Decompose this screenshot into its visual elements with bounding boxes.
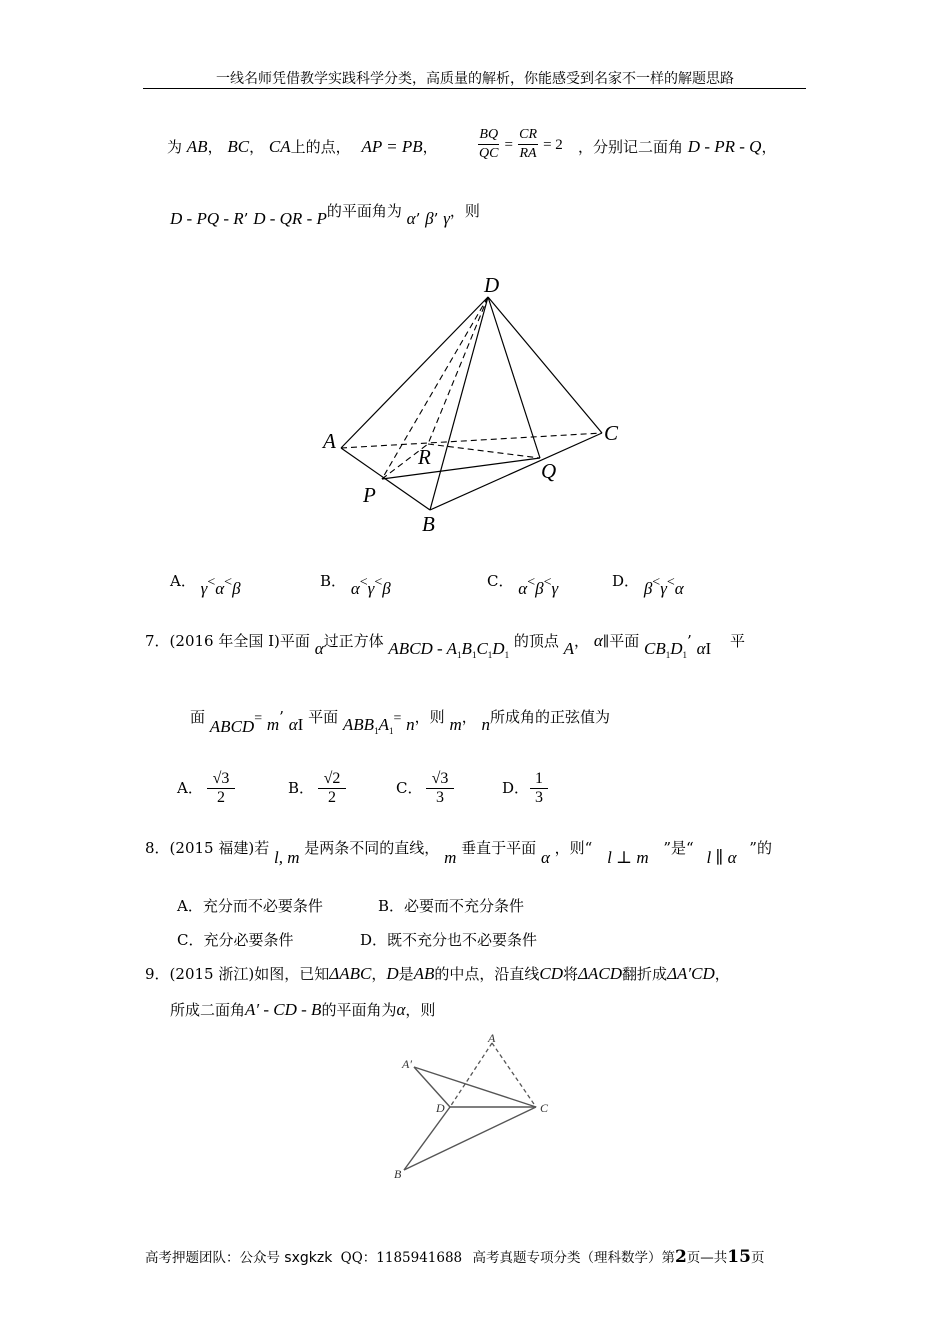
- q6-text: ’: [415, 210, 421, 228]
- q6-eq-ap-pb: AP = PB: [361, 137, 423, 156]
- edge-bc: [404, 1107, 536, 1170]
- footer-page-number: 2: [674, 1247, 687, 1267]
- label-c: C: [604, 421, 619, 445]
- q6-text: ，: [761, 138, 777, 156]
- q6-seg-bc: BC: [227, 137, 250, 156]
- edge-db: [430, 297, 488, 510]
- q6-seg-ca: CA: [268, 137, 291, 156]
- q9-fold-figure: [390, 1030, 570, 1190]
- q6-option-d[interactable]: D． β<γ<α: [612, 572, 684, 598]
- q6-text: ’: [243, 210, 249, 228]
- label-r: R: [418, 445, 431, 469]
- q6-line1: [167, 136, 438, 157]
- edge-dp-hidden: [382, 297, 488, 479]
- q7-option-b-value: √2 2: [318, 770, 346, 807]
- q6-text: 的平面角为: [326, 202, 402, 220]
- q6-seg-ab: AB: [186, 137, 208, 156]
- q6-text: ，: [249, 138, 265, 156]
- q7-option-a[interactable]: A．: [177, 779, 203, 797]
- q8-option-b[interactable]: B．必要而不充分条件: [378, 897, 525, 915]
- q7-option-d[interactable]: D．: [502, 779, 530, 797]
- header-rule: [143, 88, 806, 89]
- page-header: 一线名师凭借教学实践科学分类，高质量的解析，你能感受到名家不一样的解题思路: [216, 71, 734, 87]
- q7-option-c-value: √3 3: [426, 770, 454, 807]
- label-b: B: [422, 512, 435, 536]
- edge-ad-dashed: [450, 1043, 492, 1107]
- label-a: A: [488, 1031, 496, 1045]
- q6-option-b[interactable]: B． α<γ<β: [320, 572, 391, 598]
- q6-text: ，则: [449, 202, 480, 220]
- label-d: D: [436, 1101, 445, 1115]
- edge-ac-hidden: [341, 433, 602, 448]
- q7-line2: 面 ABCD= m’ αI 平面 $ABB_1A_1= n$，则 m， n所成角的正弦值为: [190, 708, 611, 736]
- q8-option-a[interactable]: A．充分而不必要条件: [177, 897, 323, 915]
- q8-line1: 8．(2015 福建)若 l, m 是两条不同的直线， m 垂直于平面 α ，则“ l ⊥ m ”是“ l ∥ α ”的: [145, 839, 772, 867]
- q6-angle2: D - PQ - R: [170, 209, 244, 228]
- q8-option-c[interactable]: C．充分必要条件: [177, 931, 294, 949]
- label-a: A: [323, 429, 336, 453]
- q6-line2: [170, 202, 480, 229]
- edge-db: [404, 1107, 450, 1170]
- q6-text: 为: [167, 138, 183, 156]
- q6-text: ’: [433, 210, 439, 228]
- q6-eq-sign: =: [504, 137, 514, 153]
- q6-alpha: α: [406, 209, 416, 228]
- q7-option-c[interactable]: C．: [396, 779, 423, 797]
- edge-da: [341, 297, 488, 448]
- label-d: D: [484, 273, 500, 297]
- edge-dr-hidden: [428, 297, 488, 444]
- page-footer: 高考押题团队：公众号 sxgkzk QQ：1185941688 高考真题专项分类（理科数学）第2页—共15页: [145, 1247, 765, 1267]
- q6-angle3: D - QR - P: [253, 209, 327, 228]
- footer-account: sxgkzk: [284, 1250, 333, 1266]
- q6-text: ，分别记二面角: [578, 138, 684, 156]
- edge-dq: [488, 297, 540, 458]
- q9-line1: 9．(2015 浙江)如图，已知ΔABC，D是AB的中点，沿直线CD将ΔACD翻折成ΔA′CD，: [145, 964, 730, 983]
- label-b: B: [394, 1167, 402, 1181]
- q7-option-d-value: 1 3: [530, 770, 548, 807]
- label-a-prime: A′: [402, 1057, 412, 1071]
- edge-pq: [382, 458, 540, 479]
- q6-frac-bq-qc: $\frac{BQ}{QC}$: [479, 127, 499, 161]
- q7-option-b[interactable]: B．: [288, 779, 315, 797]
- q6-line1-end: [578, 136, 776, 157]
- q6-text: 上的点，: [290, 138, 351, 156]
- q6-beta: β: [425, 209, 434, 228]
- q6-text: ，: [422, 138, 438, 156]
- q6-frac-cr-ra: $\frac{CR}{RA}$: [519, 127, 537, 161]
- q8-option-d[interactable]: D．既不充分也不必要条件: [360, 931, 538, 949]
- footer-total-pages: 15: [727, 1247, 751, 1267]
- label-p: P: [363, 483, 376, 507]
- q6-eq2: = 2: [543, 137, 563, 153]
- q6-pyramid-figure: [300, 265, 640, 545]
- q6-option-c[interactable]: C． α<β<γ: [487, 572, 559, 598]
- q6-text: ，: [207, 138, 223, 156]
- q7-option-a-value: √3 2: [207, 770, 235, 807]
- q6-gamma: γ: [443, 209, 450, 228]
- label-q: Q: [541, 459, 557, 483]
- label-c: C: [540, 1101, 549, 1115]
- q9-line2: 所成二面角A′ - CD - B的平面角为α，则: [170, 1000, 436, 1019]
- q7-line1: 7．(2016 年全国 I)平面 α过正方体 ABCD - $A_1B_1C_1D_1$ 的顶点 A， α∥平面 $CB_1D_1$’ αI 平: [145, 631, 746, 660]
- q6-ratio: [478, 126, 563, 163]
- edge-dc: [488, 297, 602, 433]
- q6-option-a[interactable]: A． γ<α<β: [170, 572, 241, 598]
- edge-bc: [430, 433, 602, 510]
- edge-ac-dashed: [492, 1043, 536, 1107]
- q6-angle1: D - PR - Q: [687, 137, 762, 156]
